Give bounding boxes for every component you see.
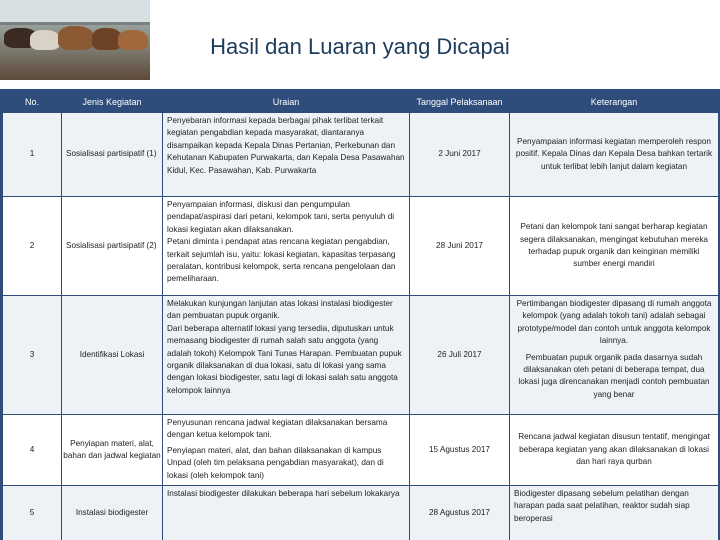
row4-uraian-p2: Penyiapan materi, alat, dan bahan dilaksanakan di kampus Unpad (oleh tim pelaksana pengabdian masyarakat), dan di lokasi (oleh kelompok tani) — [167, 445, 384, 480]
row1-keterangan: Penyampaian informasi kegiatan memperoleh respon positif. Kepala Dinas dan Kepala Desa bahkan tertarik untuk terlibat lebih lanjut dalam kegiatan — [510, 113, 718, 196]
row2-uraian — [163, 197, 409, 295]
row3-jenis: Identifikasi Lokasi — [62, 296, 162, 414]
row4-keterangan: Rencana jadwal kegiatan disusun tentatif, mengingat beberapa kegiatan yang akan dilaksanakan di lokasi dan hari raya qurban — [510, 415, 718, 485]
row2-no: 2 — [3, 197, 61, 295]
row2-keterangan: Petani dan kelompok tani sangat berharap kegiatan segera dilaksanakan, mengingat kebutuhan mereka terhadap pupuk organik dan keinginan memiliki sumber energi mandiri — [510, 197, 718, 295]
header-keterangan: Keterangan — [510, 92, 718, 112]
header-uraian: Uraian — [163, 92, 409, 112]
row3-tanggal: 26 Juli 2017 — [410, 296, 509, 414]
row2-tanggal: 28 Juni 2017 — [410, 197, 509, 295]
row3-keterangan-p1: Pertimbangan biodigester dipasang di rumah anggota kelompok (yang adalah tokoh tani) adalah sebagai prototype/model dan contoh untuk anggota kelompok lainnya. — [516, 299, 712, 346]
row3-uraian-p1: Melakukan kunjungan lanjutan atas lokasi instalasi biodigester dan pembuatan pupuk organik. — [167, 299, 393, 321]
row4-jenis: Penyiapan materi, alat, bahan dan jadwal kegiatan — [62, 415, 162, 485]
header-tanggal: Tanggal Pelaksanaan — [410, 92, 509, 112]
row4-no: 4 — [3, 415, 61, 485]
row4-uraian-p1: Penyusunan rencana jadwal kegiatan dilaksanakan bersama dengan ketua kelompok tani. — [167, 418, 388, 440]
row3-keterangan-p2: Pembuatan pupuk organik pada dasarnya sudah dilaksanakan oleh petani di beberapa tempat, dua lokasi juga direncanakan menjadi contoh pembuatan yang benar — [518, 352, 710, 399]
row2-uraian-p1: Penyampaian informasi, diskusi dan pengumpulan pendapat/aspirasi dari petani, kelompok tani, serta penyuluh di lokasi kegiatan akan dilaksanakan. — [167, 200, 395, 234]
row5-no: 5 — [3, 486, 61, 540]
page-title: Hasil dan Luaran yang Dicapai — [210, 34, 510, 59]
row2-uraian-p2: Petani diminta i pendapat atas rencana kegiatan pengabdian, terkait sejumlah isu, yaitu: lokasi kegiatan, kapasitas terpasang peralatan, kontribusi kelompok, serta rencana pengelolaan dan pemeliharaan. — [167, 237, 396, 284]
row5-uraian: Instalasi biodigester dilakukan beberapa hari sebelum lokakarya — [163, 486, 409, 540]
row1-tanggal: 2 Juni 2017 — [410, 113, 509, 196]
header-no: No. — [3, 92, 61, 112]
row1-uraian: Penyebaran informasi kepada berbagai pihak terlibat terkait kegiatan pengabdian kepada masyarakat, diantaranya disampaikan kepada Kepala Dinas Pertanian, Perkebunan dan Kehutanan Kabupaten Purwakarta, dan Kepala Desa Pasawahan Kidul, Kec. Pasawahan, Kab. Purwakarta — [163, 113, 409, 196]
row2-jenis: Sosialisasi partisipatif (2) — [62, 197, 162, 295]
row3-uraian — [163, 296, 409, 414]
row5-keterangan: Biodigester dipasang sebelum pelatihan dengan harapan pada saat pelatihan, reaktor sudah siap beroperasi — [510, 486, 718, 540]
row5-jenis: Instalasi biodigester — [62, 486, 162, 540]
row3-no: 3 — [3, 296, 61, 414]
row5-tanggal: 28 Agustus 2017 — [410, 486, 509, 540]
row3-keterangan — [510, 296, 718, 414]
row1-no: 1 — [3, 113, 61, 196]
row4-tanggal: 15 Agustus 2017 — [410, 415, 509, 485]
header-jenis: Jenis Kegiatan — [62, 92, 162, 112]
row1-jenis: Sosialisasi partisipatif (1) — [62, 113, 162, 196]
row3-uraian-p2: Dari beberapa alternatif lokasi yang tersedia, diputuskan untuk memasang biodigester di rumah salah satu anggota (yang adalah tokoh) Kelompok Tani Tunas Harapan. Pembuatan pupuk organik dilaksanakan di dua lokasi, satu di lokasi yang sama dengan lokasi biodigester, satu lagi di lokasi salah satu anggota kelompok lainnya — [167, 323, 402, 395]
activities-table — [0, 89, 720, 540]
row4-uraian — [163, 415, 409, 485]
